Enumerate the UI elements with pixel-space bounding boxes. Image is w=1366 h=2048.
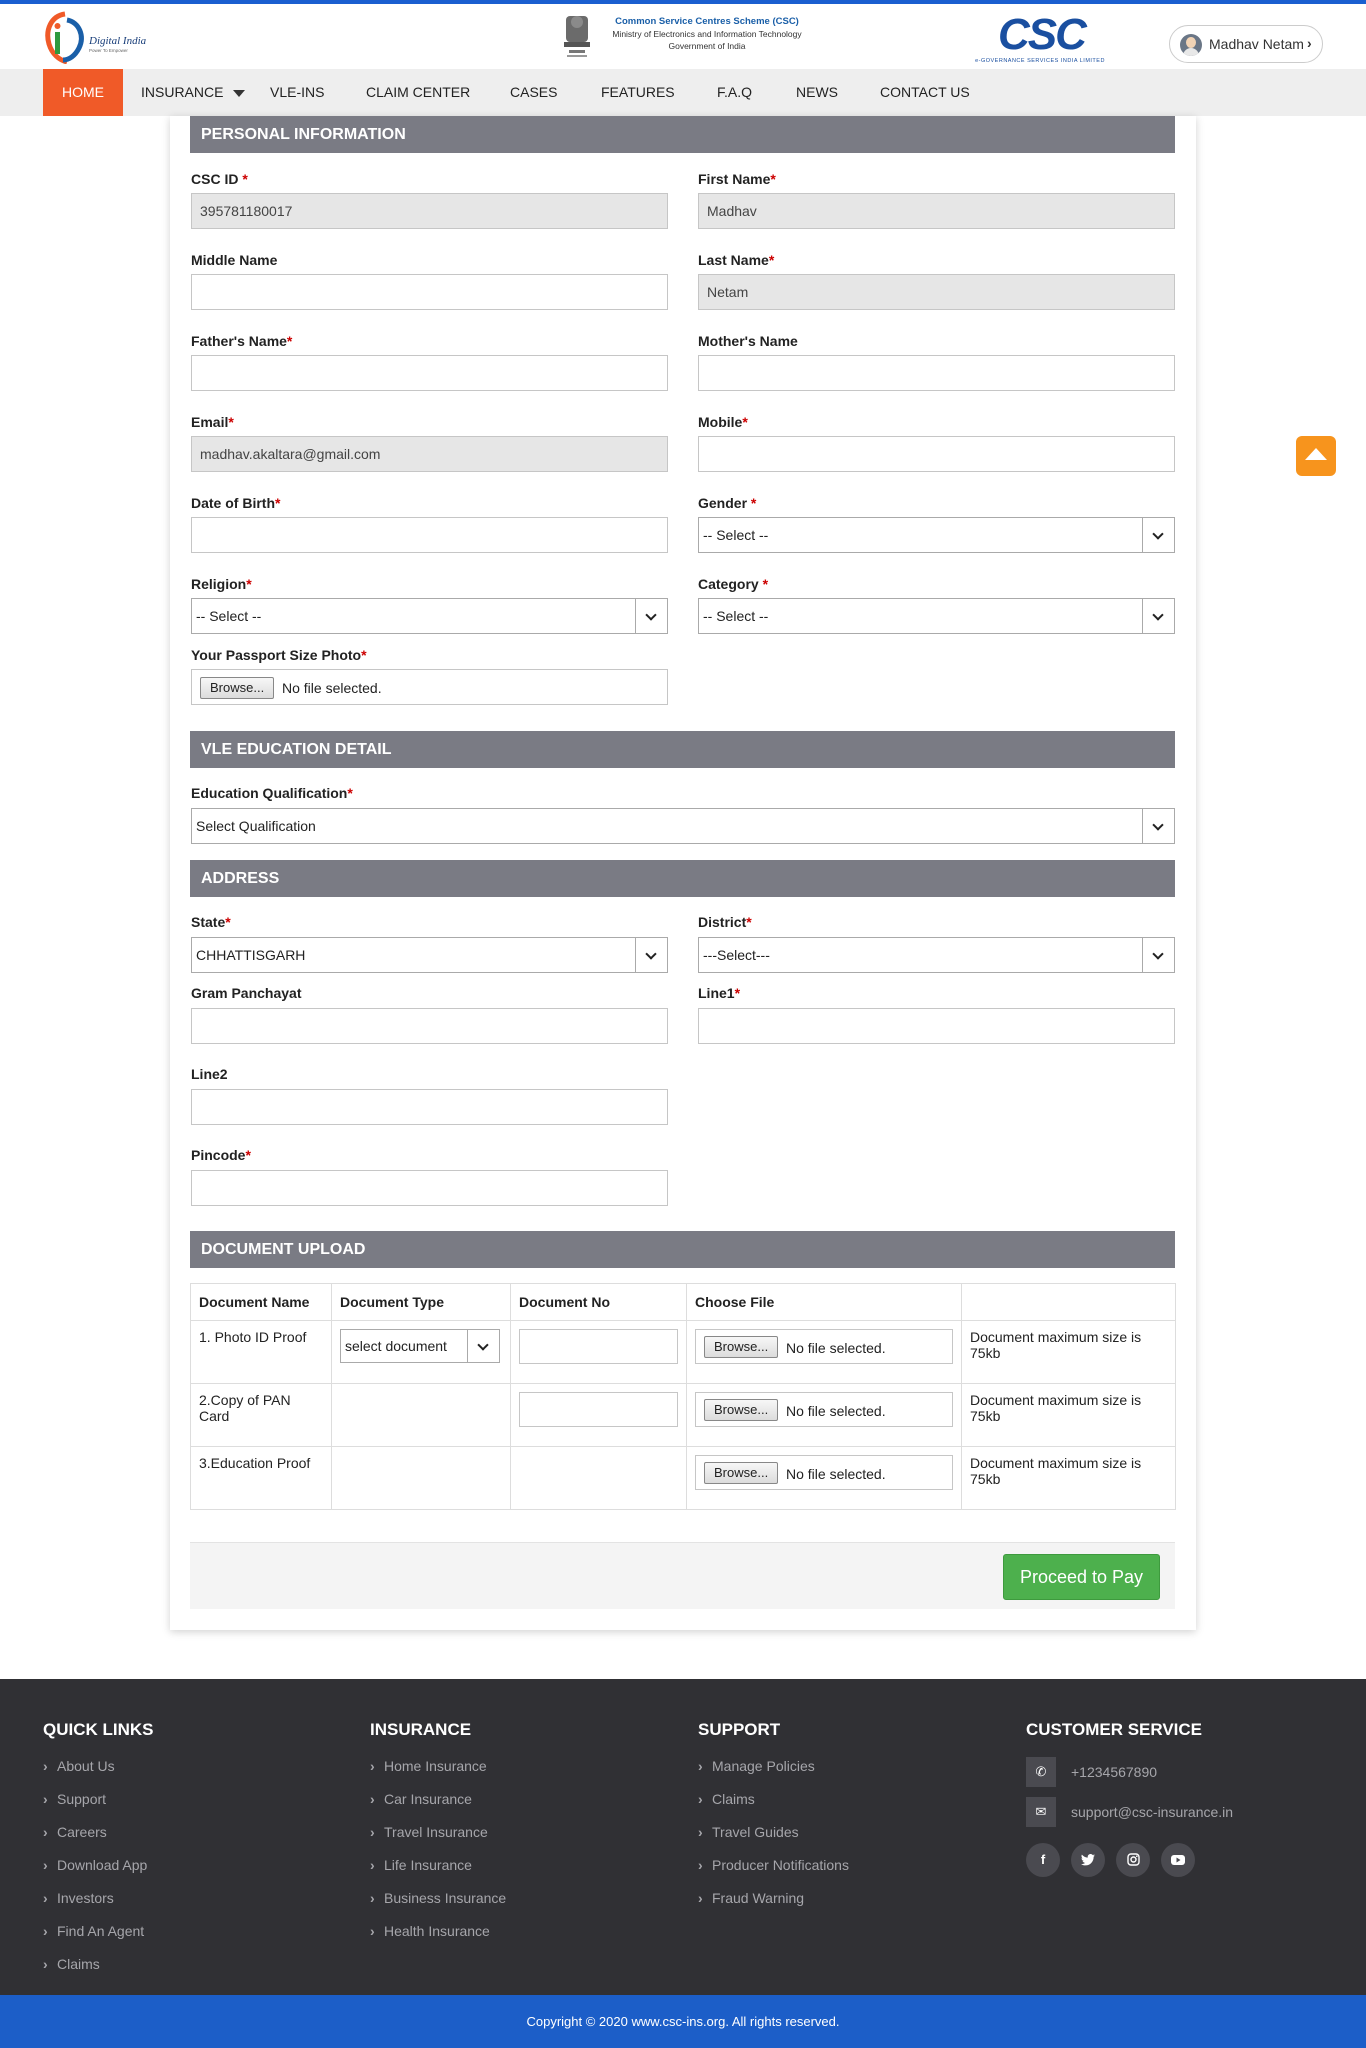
email-field[interactable]: madhav.akaltara@gmail.com: [191, 436, 668, 472]
instagram-icon[interactable]: [1116, 1843, 1150, 1877]
user-name: Madhav Netam: [1209, 36, 1304, 52]
footer-link-producer-notifications[interactable]: › Producer Notifications: [698, 1849, 849, 1882]
csc-id-label: CSC ID *: [191, 171, 248, 187]
chevron-down-icon: [1142, 809, 1174, 843]
pincode-label: Pincode*: [191, 1147, 251, 1163]
footer-link-about-us[interactable]: › About Us: [43, 1750, 154, 1783]
gov-line-2: Ministry of Electronics and Information Technology: [612, 29, 802, 39]
line2-field[interactable]: [191, 1089, 668, 1125]
document-no-field[interactable]: [519, 1392, 678, 1427]
file-status: No file selected.: [786, 1403, 886, 1419]
digital-india-tagline: Power To Empower: [89, 48, 128, 53]
category-select[interactable]: [698, 598, 1175, 634]
browse-button[interactable]: Browse...: [704, 1399, 778, 1421]
csc-logo-letters: CSC: [998, 10, 1085, 59]
csc-logo[interactable]: [970, 10, 1110, 66]
chevron-down-icon: [1142, 599, 1174, 633]
footer-quick-links: [43, 1720, 154, 1981]
nav-features[interactable]: FEATURES: [601, 84, 675, 100]
col-choose-file: Choose File: [687, 1284, 962, 1321]
document-no-field[interactable]: [519, 1329, 678, 1364]
chevron-down-icon: [1142, 938, 1174, 972]
col-document-name: Document Name: [191, 1284, 332, 1321]
col-document-type: Document Type: [332, 1284, 511, 1321]
choose-file-cell: [687, 1447, 962, 1510]
footer-heading: QUICK LINKS: [43, 1720, 154, 1739]
avatar: [1180, 34, 1202, 56]
footer-link-fraud-warning[interactable]: › Fraud Warning: [698, 1882, 849, 1915]
national-emblem-icon: [560, 10, 594, 60]
footer-link-car-insurance[interactable]: › Car Insurance: [370, 1783, 506, 1816]
size-note: Document maximum size is 75kb: [962, 1321, 1176, 1384]
site-header: [0, 4, 1366, 69]
line1-field[interactable]: [698, 1008, 1175, 1044]
table-header-row: [191, 1284, 1176, 1321]
size-note: Document maximum size is 75kb: [962, 1447, 1176, 1510]
user-menu-button[interactable]: [1169, 25, 1323, 63]
file-input[interactable]: [695, 1455, 953, 1490]
document-type-cell: [332, 1321, 511, 1384]
qualification-select-value: Select Qualification: [196, 818, 316, 834]
mobile-label: Mobile*: [698, 414, 748, 430]
footer-link-business-insurance[interactable]: › Business Insurance: [370, 1882, 506, 1915]
footer-heading: INSURANCE: [370, 1720, 472, 1739]
footer-link-careers[interactable]: › Careers: [43, 1816, 154, 1849]
browse-button[interactable]: Browse...: [704, 1336, 778, 1358]
csc-id-field[interactable]: 395781180017: [191, 193, 668, 229]
chevron-down-icon: [635, 938, 667, 972]
father-name-field[interactable]: [191, 355, 668, 391]
footer-link-life-insurance[interactable]: › Life Insurance: [370, 1849, 506, 1882]
form-actions: [190, 1542, 1175, 1609]
first-name-field[interactable]: Madhav: [698, 193, 1175, 229]
nav-vle-ins[interactable]: VLE-INS: [270, 84, 325, 100]
gov-line-3: Government of India: [668, 41, 746, 51]
district-select-value: ---Select---: [703, 947, 770, 963]
table-row: [191, 1384, 1176, 1447]
footer-link-claims[interactable]: › Claims: [43, 1948, 154, 1981]
nav-home[interactable]: HOME: [43, 69, 123, 116]
religion-label: Religion*: [191, 576, 252, 592]
phone-row[interactable]: [1026, 1757, 1306, 1787]
line1-label: Line1*: [698, 985, 741, 1001]
gender-select-value: -- Select --: [703, 527, 769, 543]
document-name: 2.Copy of PAN Card: [191, 1384, 332, 1447]
chevron-right-icon: ›: [1307, 35, 1312, 51]
footer-support: [698, 1720, 849, 1915]
footer-link-support[interactable]: › Support: [43, 1783, 154, 1816]
district-label: District*: [698, 914, 752, 930]
document-name: 3.Education Proof: [191, 1447, 332, 1510]
document-type-cell: [332, 1384, 511, 1447]
col-document-no: Document No: [511, 1284, 687, 1321]
qualification-label: Education Qualification*: [191, 785, 353, 801]
copyright-bar: Copyright © 2020 www.csc-ins.org. All rights reserved.: [0, 1995, 1366, 2048]
footer-link-travel-guides[interactable]: › Travel Guides: [698, 1816, 849, 1849]
nav-claim-center[interactable]: CLAIM CENTER: [366, 84, 471, 100]
government-banner: [560, 10, 820, 60]
dob-field[interactable]: [191, 517, 668, 553]
religion-select[interactable]: [191, 598, 668, 634]
support-email: support@csc-insurance.in: [1071, 1804, 1234, 1820]
document-name: 1. Photo ID Proof: [191, 1321, 332, 1384]
section-document-upload: DOCUMENT UPLOAD: [190, 1231, 1175, 1268]
photo-browse-button[interactable]: Browse...: [200, 677, 274, 699]
proceed-to-pay-button[interactable]: Proceed to Pay: [1003, 1554, 1160, 1600]
section-address: ADDRESS: [190, 860, 1175, 897]
state-select[interactable]: [191, 937, 668, 973]
mother-name-label: Mother's Name: [698, 333, 798, 349]
dob-label: Date of Birth*: [191, 495, 281, 511]
footer-link-home-insurance[interactable]: › Home Insurance: [370, 1750, 506, 1783]
col-note: [962, 1284, 1176, 1321]
table-row: [191, 1321, 1176, 1384]
middle-name-label: Middle Name: [191, 252, 278, 268]
phone-number: +1234567890: [1071, 1764, 1158, 1780]
digital-india-title: Digital India: [89, 35, 147, 47]
document-type-value: select document: [345, 1338, 447, 1354]
photo-file-input[interactable]: [191, 669, 668, 705]
middle-name-field[interactable]: [191, 274, 668, 310]
footer-link-claims[interactable]: › Claims: [698, 1783, 849, 1816]
document-no-cell: [511, 1384, 687, 1447]
youtube-icon[interactable]: [1161, 1843, 1195, 1877]
footer-link-find-an-agent[interactable]: › Find An Agent: [43, 1915, 154, 1948]
district-select[interactable]: [698, 937, 1175, 973]
chevron-down-icon: [467, 1330, 499, 1362]
twitter-icon[interactable]: [1071, 1843, 1105, 1877]
category-select-value: -- Select --: [703, 608, 769, 624]
first-name-label: First Name*: [698, 171, 776, 187]
gov-line-1: Common Service Centres Scheme (CSC): [615, 16, 799, 27]
gender-label: Gender *: [698, 495, 757, 511]
religion-select-value: -- Select --: [196, 608, 262, 624]
footer-link-download-app[interactable]: › Download App: [43, 1849, 154, 1882]
mobile-field[interactable]: [698, 436, 1175, 472]
email-label: Email*: [191, 414, 234, 430]
section-education: VLE EDUCATION DETAIL: [190, 731, 1175, 768]
footer-link-investors[interactable]: › Investors: [43, 1882, 154, 1915]
document-type-cell: [332, 1447, 511, 1510]
nav-faq[interactable]: F.A.Q: [717, 84, 753, 100]
document-table: [190, 1283, 1176, 1510]
file-status: No file selected.: [786, 1340, 886, 1356]
state-label: State*: [191, 914, 231, 930]
nav-insurance[interactable]: [141, 69, 245, 116]
envelope-icon: ✉: [1026, 1797, 1056, 1827]
nav-contact-us[interactable]: CONTACT US: [880, 84, 970, 100]
nav-insurance-label: INSURANCE: [141, 84, 224, 100]
photo-label: Your Passport Size Photo*: [191, 647, 367, 663]
state-select-value: CHHATTISGARH: [196, 947, 306, 963]
size-note: Document maximum size is 75kb: [962, 1384, 1176, 1447]
table-row: [191, 1447, 1176, 1510]
footer-customer-service: [1026, 1720, 1326, 1940]
section-personal-information: PERSONAL INFORMATION: [190, 116, 1175, 153]
digital-india-logo[interactable]: [43, 10, 153, 64]
gram-panchayat-field[interactable]: [191, 1008, 668, 1044]
footer-link-health-insurance[interactable]: › Health Insurance: [370, 1915, 506, 1948]
footer-link-travel-insurance[interactable]: › Travel Insurance: [370, 1816, 506, 1849]
document-no-cell: [511, 1447, 687, 1510]
last-name-label: Last Name*: [698, 252, 775, 268]
choose-file-cell: [687, 1321, 962, 1384]
footer-insurance: [370, 1720, 506, 1948]
facebook-icon[interactable]: f: [1026, 1843, 1060, 1877]
last-name-field[interactable]: Netam: [698, 274, 1175, 310]
footer-heading: CUSTOMER SERVICE: [1026, 1720, 1203, 1739]
csc-logo-subtitle: e-GOVERNANCE SERVICES INDIA LIMITED: [975, 58, 1105, 64]
document-no-cell: [511, 1321, 687, 1384]
gram-panchayat-label: Gram Panchayat: [191, 985, 302, 1001]
photo-file-status: No file selected.: [282, 680, 382, 696]
file-input[interactable]: [695, 1329, 953, 1364]
gender-select[interactable]: [698, 517, 1175, 553]
footer-link-manage-policies[interactable]: › Manage Policies: [698, 1750, 849, 1783]
choose-file-cell: [687, 1384, 962, 1447]
document-type-select[interactable]: [340, 1329, 500, 1363]
site-footer: [0, 1679, 1366, 1995]
category-label: Category *: [698, 576, 769, 592]
nav-news[interactable]: NEWS: [796, 84, 838, 100]
phone-icon: ✆: [1026, 1757, 1056, 1787]
file-status: No file selected.: [786, 1466, 886, 1482]
chevron-down-icon: [1142, 518, 1174, 552]
pincode-field[interactable]: [191, 1170, 668, 1206]
browse-button[interactable]: Browse...: [704, 1462, 778, 1484]
footer-heading: SUPPORT: [698, 1720, 781, 1739]
chevron-down-icon: [635, 599, 667, 633]
qualification-select[interactable]: [191, 808, 1175, 844]
scroll-to-top-button[interactable]: [1296, 436, 1336, 476]
mother-name-field[interactable]: [698, 355, 1175, 391]
gov-text: [596, 16, 818, 52]
father-name-label: Father's Name*: [191, 333, 293, 349]
nav-cases[interactable]: CASES: [510, 84, 558, 100]
email-row[interactable]: [1026, 1797, 1306, 1827]
main-nav: [0, 69, 1366, 116]
caret-down-icon: [233, 90, 245, 97]
line2-label: Line2: [191, 1066, 228, 1082]
file-input[interactable]: [695, 1392, 953, 1427]
